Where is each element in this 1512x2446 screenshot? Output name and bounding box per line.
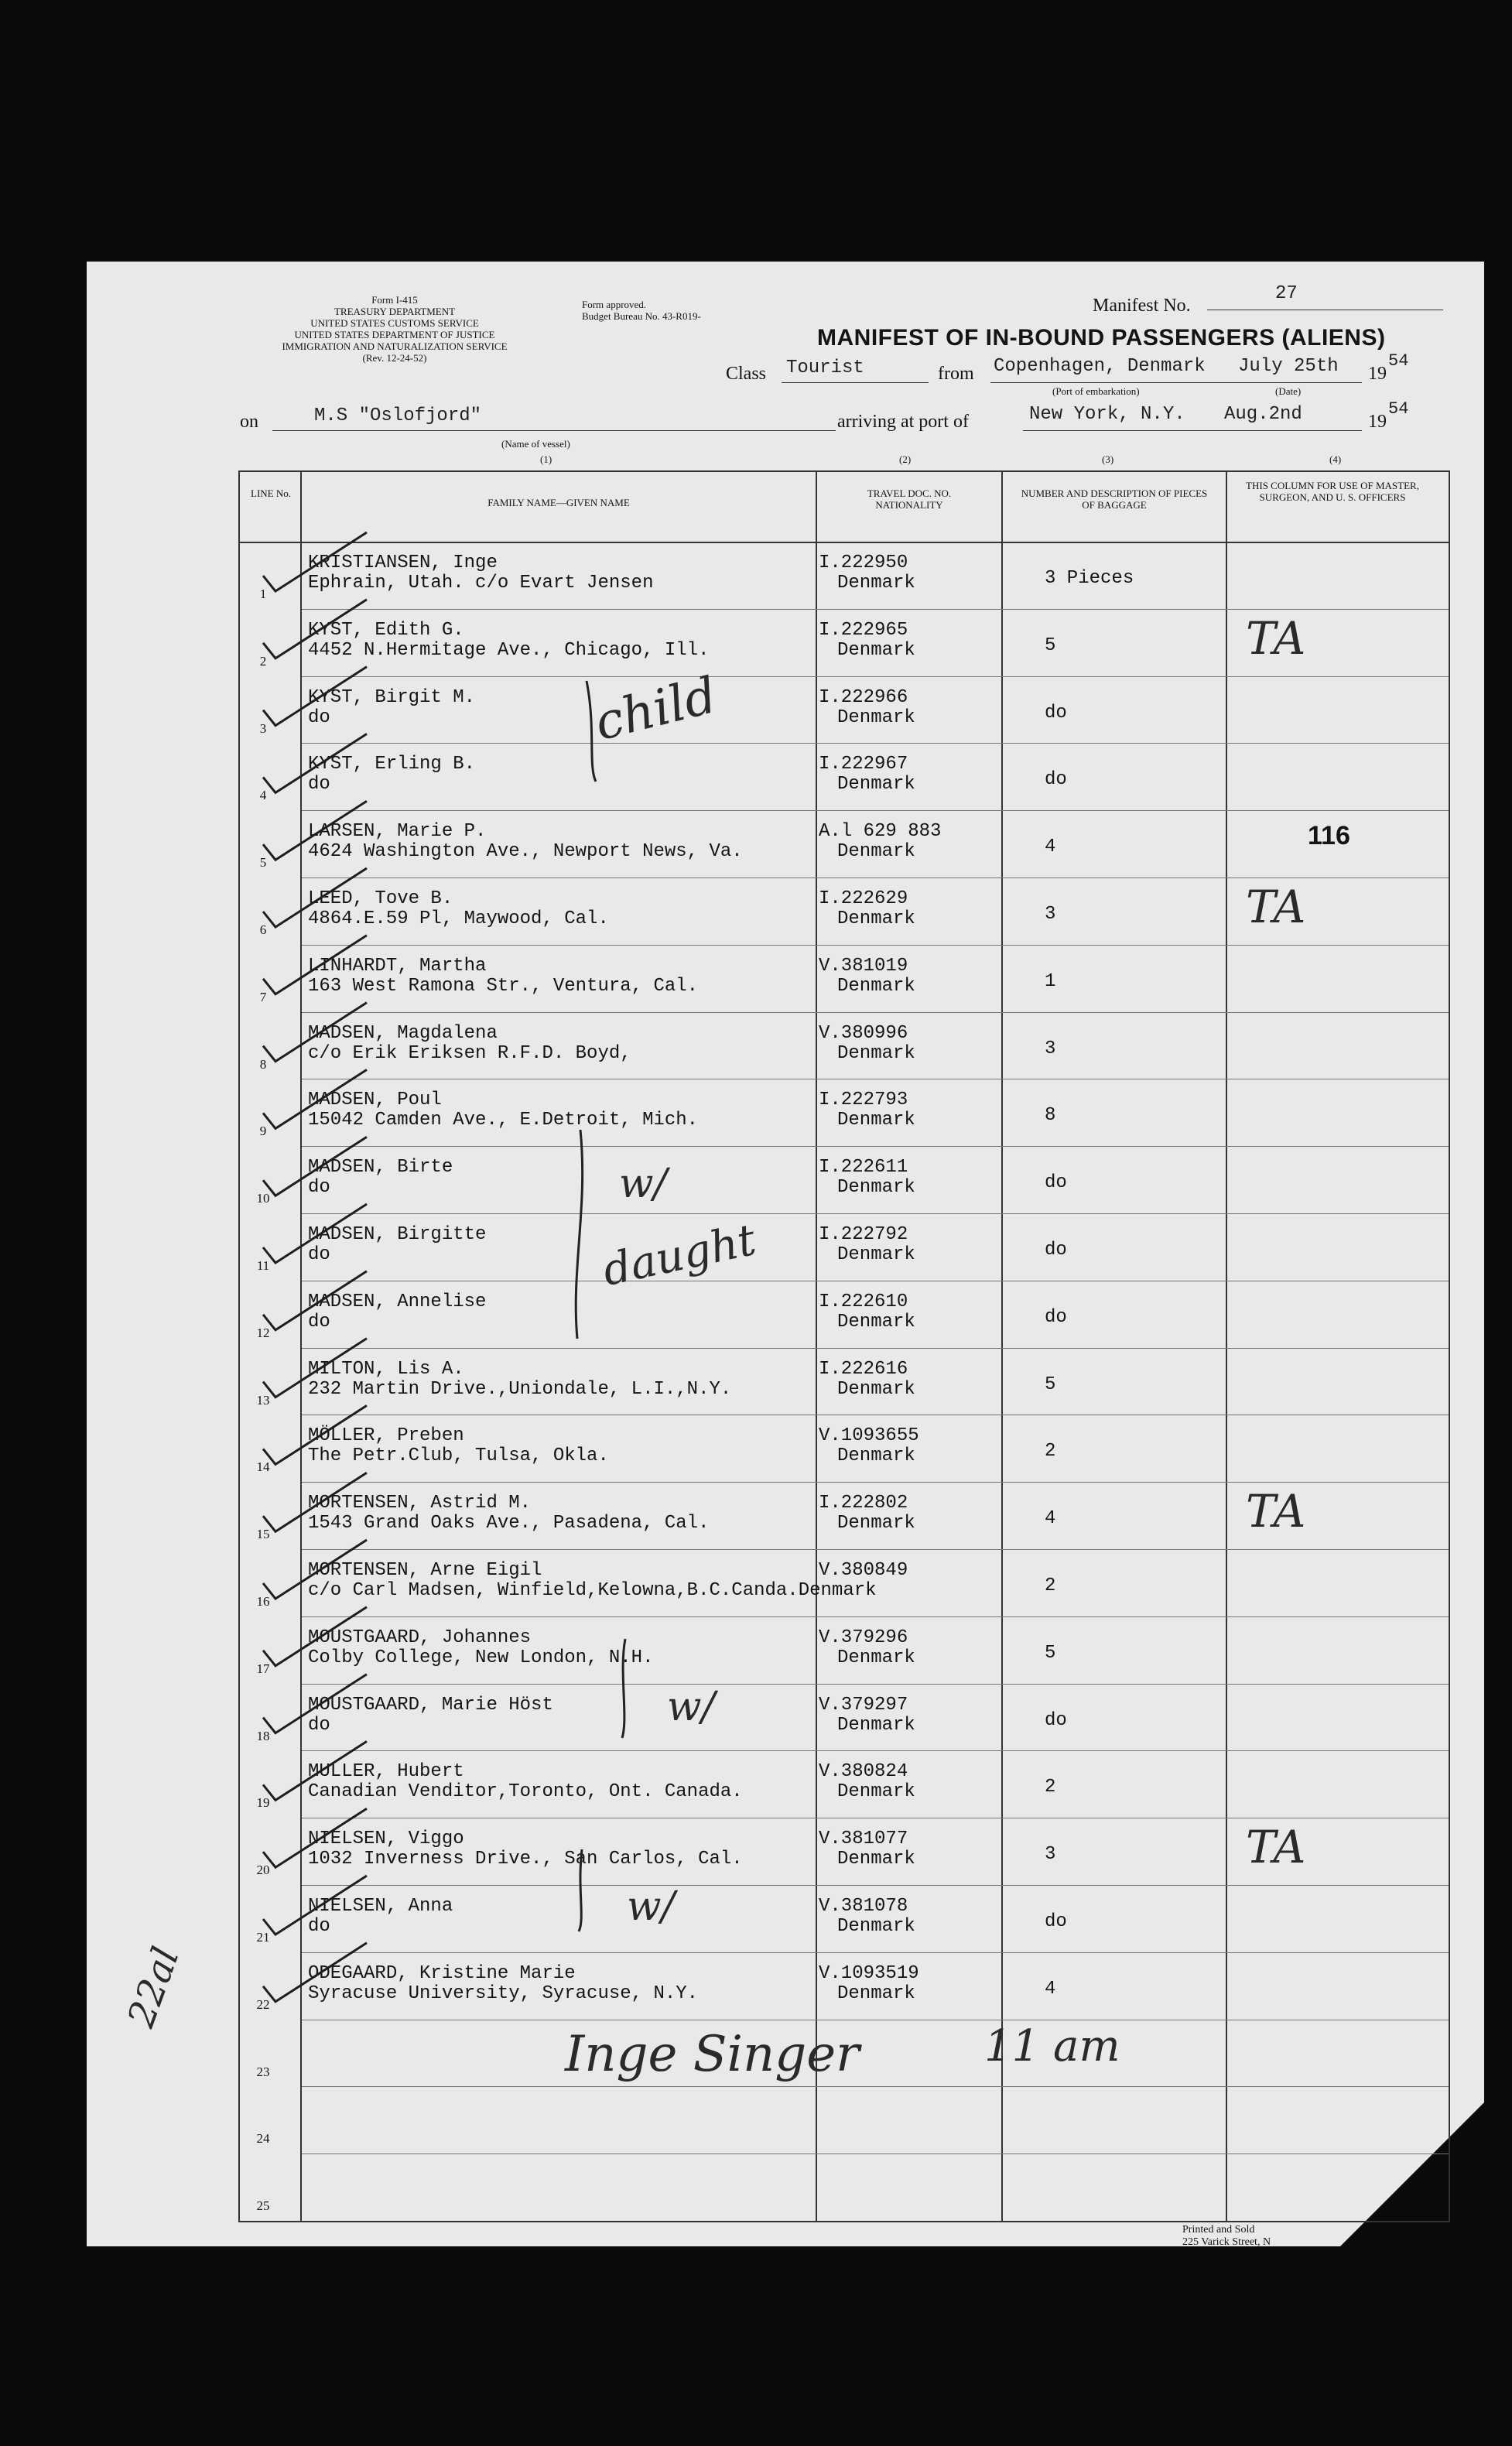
table-row (240, 1012, 1449, 1079)
passenger-address: 15042 Camden Ave., E.Detroit, Mich. (308, 1110, 699, 1131)
row-divider (302, 810, 1449, 811)
line-number: 1 (259, 587, 267, 601)
passenger-name: NIELSEN, Viggo (308, 1829, 464, 1850)
travel-doc-number: V.380824 (819, 1761, 908, 1783)
nationality: Denmark (837, 1177, 915, 1199)
class-value: Tourist (786, 357, 864, 378)
handwritten-daughter: daught (598, 1214, 761, 1297)
row-divider (302, 609, 1449, 610)
nationality: Denmark (837, 1714, 915, 1736)
travel-doc-number: V.380996 (819, 1022, 908, 1044)
row-divider (302, 1549, 1449, 1550)
baggage-pieces: 2 (1045, 1777, 1056, 1798)
class-label: Class (726, 364, 767, 384)
table-row (240, 609, 1449, 676)
line-number: 20 (256, 1863, 270, 1878)
manifest-number: 27 (1275, 283, 1298, 304)
passenger-name: MORTENSEN, Arne Eigil (308, 1560, 542, 1581)
baggage-pieces: do (1045, 1240, 1067, 1261)
nationality: Denmark (837, 1042, 915, 1064)
year-suffix: 54 (1388, 351, 1409, 371)
row-divider (302, 1885, 1449, 1886)
nationality: Denmark (837, 1244, 915, 1265)
passenger-name: MULLER, Hubert (308, 1761, 464, 1783)
officer-initials: TA (1246, 1821, 1306, 1874)
table-row (240, 542, 1449, 609)
passenger-name: NIELSEN, Anna (308, 1896, 453, 1917)
passenger-address: 4452 N.Hermitage Ave., Chicago, Ill. (308, 639, 710, 661)
on-label: on (240, 412, 258, 432)
passenger-name: ODEGAARD, Kristine Marie (308, 1962, 576, 1984)
nationality: Denmark (837, 1110, 915, 1131)
table-row (240, 877, 1449, 945)
arrival-line (1023, 430, 1362, 431)
column-number-4: (4) (1329, 453, 1342, 465)
passenger-name: MÖLLER, Preben (308, 1425, 464, 1447)
naturalization-service: IMMIGRATION AND NATURALIZATION SERVICE (282, 340, 508, 352)
customs-service: UNITED STATES CUSTOMS SERVICE (310, 317, 479, 329)
travel-doc-number: I.222966 (819, 686, 908, 708)
travel-doc-number: V.381078 (819, 1896, 908, 1917)
passenger-name: LINHARDT, Martha (308, 955, 487, 977)
passenger-address: c/o Erik Eriksen R.F.D. Boyd, (308, 1042, 631, 1064)
row-divider (302, 877, 1449, 878)
page-title: MANIFEST OF IN-BOUND PASSENGERS (ALIENS) (817, 325, 1386, 351)
travel-doc-number: I.222616 (819, 1358, 908, 1380)
passenger-name: MOUSTGAARD, Johannes (308, 1627, 532, 1648)
row-divider (302, 1482, 1449, 1483)
row-divider (302, 1348, 1449, 1349)
row-divider (302, 1952, 1449, 1953)
manifest-no-label: Manifest No. (1093, 296, 1191, 316)
baggage-pieces: do (1045, 1172, 1067, 1194)
nationality: Denmark (837, 975, 915, 997)
table-row (240, 1281, 1449, 1348)
passenger-name: MADSEN, Magdalena (308, 1022, 498, 1044)
passenger-name: MOUSTGAARD, Marie Höst (308, 1694, 553, 1716)
baggage-pieces: 5 (1045, 1374, 1056, 1395)
line-number: 7 (259, 989, 267, 1004)
passenger-address: do (308, 706, 330, 728)
table-row (240, 810, 1449, 877)
baggage-pieces: 4 (1045, 1508, 1056, 1530)
baggage-pieces: do (1045, 1709, 1067, 1731)
row-divider (302, 1146, 1449, 1147)
date-caption: (Date) (1275, 385, 1302, 397)
passenger-table (238, 470, 1450, 2222)
nationality: Denmark (837, 908, 915, 929)
treasury-department: TREASURY DEPARTMENT (334, 306, 456, 317)
table-row (240, 1750, 1449, 1818)
officer-notation: 116 (1308, 821, 1350, 851)
passenger-name: LEED, Tove B. (308, 888, 453, 909)
handwritten-wife-3: w/ (627, 1883, 676, 1930)
passenger-address: 4624 Washington Ave., Newport News, Va. (308, 841, 743, 863)
travel-doc-number: I.222802 (819, 1493, 908, 1514)
travel-doc-number: V.380849 (819, 1560, 908, 1581)
passenger-name: MADSEN, Poul (308, 1090, 442, 1111)
passenger-address: do (308, 1244, 330, 1265)
header-travel-doc: TRAVEL DOC. NO. NATIONALITY (867, 487, 952, 511)
passenger-address: do (308, 1311, 330, 1332)
travel-doc-number: I.222629 (819, 888, 908, 909)
table-row (240, 1616, 1449, 1684)
handwritten-child: child (589, 666, 723, 753)
passenger-address: do (308, 1714, 330, 1736)
passenger-address: do (308, 774, 330, 795)
port-of-embarkation: Copenhagen, Denmark (994, 356, 1206, 377)
passenger-name: MADSEN, Annelise (308, 1291, 487, 1312)
passenger-name: MADSEN, Birgitte (308, 1224, 487, 1245)
baggage-pieces: do (1045, 702, 1067, 724)
officer-initials: TA (1246, 881, 1306, 933)
baggage-pieces: 5 (1045, 635, 1056, 656)
port-caption: (Port of embarkation) (1052, 385, 1140, 397)
line-number: 5 (259, 855, 267, 871)
travel-doc-number: I.222610 (819, 1291, 908, 1312)
passenger-address: Canadian Venditor,Toronto, Ont. Canada. (308, 1781, 743, 1803)
travel-doc-number: I.222792 (819, 1224, 908, 1245)
form-approval (582, 299, 701, 322)
form-number: Form I-415 (371, 294, 418, 306)
vessel-name: M.S "Oslofjord" (314, 405, 482, 426)
table-row (240, 1684, 1449, 1751)
nationality: Denmark (837, 774, 915, 795)
nationality: Denmark (837, 1849, 915, 1870)
baggage-pieces: 2 (1045, 1441, 1056, 1462)
row-divider (302, 1616, 1449, 1617)
line-number: 4 (259, 788, 267, 803)
baggage-pieces: 3 (1045, 1038, 1056, 1059)
travel-doc-number: V.379297 (819, 1694, 908, 1716)
column-number-2: (2) (899, 453, 912, 465)
line-number: 14 (256, 1459, 270, 1475)
line-number: 3 (259, 720, 267, 736)
passenger-name: KRISTIANSEN, Inge (308, 552, 498, 573)
table-row (240, 1213, 1449, 1281)
line-number: 25 (256, 2198, 270, 2214)
line-number: 8 (259, 1056, 267, 1072)
travel-doc-number: I.222967 (819, 754, 908, 775)
row-divider (302, 743, 1449, 744)
table-row (240, 1952, 1449, 2020)
vessel-caption: (Name of vessel) (501, 438, 570, 450)
year-prefix: 19 (1368, 364, 1387, 384)
row-divider (302, 1012, 1449, 1013)
row-divider (302, 676, 1449, 677)
line-number: 18 (256, 1728, 270, 1743)
table-row (240, 676, 1449, 744)
header-officers: THIS COLUMN FOR USE OF MASTER, SURGEON, AND U. S. OFFICERS (1246, 480, 1419, 503)
table-row (240, 1818, 1449, 1885)
line-number: 23 (256, 2064, 270, 2079)
passenger-name: LARSEN, Marie P. (308, 821, 487, 843)
arrival-year-prefix: 19 (1368, 412, 1387, 432)
travel-doc-number: I.222965 (819, 619, 908, 641)
travel-doc-number: V.1093519 (819, 1962, 919, 1984)
budget-bureau: Budget Bureau No. 43-R019- (582, 310, 701, 322)
row-divider (302, 945, 1449, 946)
line-number: 21 (256, 1930, 270, 1945)
table-row (240, 1348, 1449, 1415)
passenger-name: KYST, Erling B. (308, 754, 476, 775)
table-row (240, 1885, 1449, 1952)
nationality: Denmark (837, 706, 915, 728)
baggage-pieces: 3 Pieces (1045, 568, 1134, 589)
travel-doc-number: I.222950 (819, 552, 908, 573)
table-row (240, 2086, 1449, 2154)
travel-doc-number: I.222611 (819, 1157, 908, 1179)
nationality: Denmark (837, 841, 915, 863)
from-label: from (938, 364, 974, 384)
baggage-pieces: 1 (1045, 970, 1056, 992)
line-number: 9 (259, 1124, 267, 1139)
passenger-name: MORTENSEN, Astrid M. (308, 1493, 532, 1514)
passenger-address: 232 Martin Drive.,Uniondale, L.I.,N.Y. (308, 1378, 732, 1400)
baggage-pieces: 3 (1045, 904, 1056, 925)
header-line-no: LINE No. (251, 487, 291, 499)
passenger-address: 163 West Ramona Str., Ventura, Cal. (308, 975, 699, 997)
line-number: 19 (256, 1795, 270, 1811)
nationality: Denmark (837, 1378, 915, 1400)
travel-doc-number: V.381019 (819, 955, 908, 977)
passenger-address: do (308, 1177, 330, 1199)
header-family-name: FAMILY NAME—GIVEN NAME (487, 497, 630, 508)
passenger-address: Syracuse University, Syracuse, N.Y. (308, 1982, 699, 2004)
margin-note: 22al (119, 1941, 188, 2033)
passenger-address: c/o Carl Madsen, Winfield,Kelowna,B.C.Canda.Denmark (308, 1580, 877, 1601)
baggage-pieces: 3 (1045, 1844, 1056, 1866)
passenger-address: The Petr.Club, Tulsa, Okla. (308, 1445, 609, 1467)
travel-doc-number: V.1093655 (819, 1425, 919, 1447)
row-divider (302, 1684, 1449, 1685)
from-line (990, 382, 1362, 383)
line-number: 17 (256, 1661, 270, 1676)
nationality: Denmark (837, 1445, 915, 1467)
revision-date: (Rev. 12-24-52) (362, 352, 427, 364)
line-number: 22 (256, 1996, 270, 2012)
handwritten-wife-1: w/ (619, 1161, 668, 1207)
arrival-date: Aug.2nd (1224, 404, 1302, 425)
nationality: Denmark (837, 1513, 915, 1534)
column-number-3: (3) (1102, 453, 1114, 465)
table-row (240, 1146, 1449, 1213)
line-number: 2 (259, 653, 267, 669)
justice-department: UNITED STATES DEPARTMENT OF JUSTICE (294, 329, 495, 340)
line-number: 12 (256, 1325, 270, 1340)
line-number: 10 (256, 1191, 270, 1206)
row-divider (302, 2086, 1449, 2087)
passenger-name: KYST, Birgit M. (308, 686, 476, 708)
table-row (240, 945, 1449, 1012)
baggage-pieces: 2 (1045, 1575, 1056, 1596)
arrival-port: New York, N.Y. (1029, 404, 1185, 425)
passenger-name: KYST, Edith G. (308, 619, 464, 641)
column-number-1: (1) (540, 453, 552, 465)
handwritten-wife-2: w/ (667, 1684, 716, 1730)
line-number: 11 (256, 1258, 270, 1273)
form-approved: Form approved. (582, 299, 647, 310)
table-row (240, 1549, 1449, 1616)
table-row (240, 1079, 1449, 1146)
printer-imprint (1182, 2224, 1271, 2249)
table-row (240, 2154, 1449, 2221)
signature-time: 11 am (984, 2021, 1120, 2071)
officer-initials: TA (1246, 1485, 1306, 1538)
printer-line-1: Printed and Sold (1182, 2224, 1255, 2236)
baggage-pieces: do (1045, 1911, 1067, 1932)
nationality: Denmark (837, 639, 915, 661)
passenger-address: Colby College, New London, N.H. (308, 1647, 654, 1668)
header-baggage: NUMBER AND DESCRIPTION OF PIECES OF BAGGAGE (1021, 487, 1208, 511)
travel-doc-number: I.222793 (819, 1090, 908, 1111)
row-divider (302, 1213, 1449, 1214)
passenger-address: 4864.E.59 Pl, Maywood, Cal. (308, 908, 609, 929)
embarkation-date: July 25th (1238, 356, 1339, 377)
nationality: Denmark (837, 1781, 915, 1803)
passenger-signature: Inge Singer (565, 2026, 860, 2083)
printer-line-2: 225 Varick Street, N (1182, 2236, 1271, 2248)
baggage-pieces: 5 (1045, 1642, 1056, 1664)
travel-doc-number: V.381077 (819, 1829, 908, 1850)
line-number: 16 (256, 1594, 270, 1609)
nationality: Denmark (837, 1647, 915, 1668)
passenger-address: Ephrain, Utah. c/o Evart Jensen (308, 573, 654, 594)
passenger-address: do (308, 1916, 330, 1937)
arrival-year-suffix: 54 (1388, 399, 1409, 419)
nationality: Denmark (837, 1311, 915, 1332)
baggage-pieces: do (1045, 1306, 1067, 1328)
line-number: 6 (259, 922, 267, 937)
nationality: Denmark (837, 1916, 915, 1937)
baggage-pieces: 4 (1045, 836, 1056, 858)
line-number: 13 (256, 1392, 270, 1408)
passenger-address: 1543 Grand Oaks Ave., Pasadena, Cal. (308, 1513, 710, 1534)
line-number: 15 (256, 1527, 270, 1542)
nationality: Denmark (837, 573, 915, 594)
table-row (240, 1415, 1449, 1482)
baggage-pieces: do (1045, 769, 1067, 791)
baggage-pieces: 4 (1045, 1978, 1056, 2000)
nationality: Denmark (837, 1982, 915, 2004)
passenger-name: MADSEN, Birte (308, 1157, 453, 1179)
arriving-label: arriving at port of (837, 412, 969, 432)
vessel-line (272, 430, 836, 431)
travel-doc-number: V.379296 (819, 1627, 908, 1648)
travel-doc-number: A.l 629 883 (819, 821, 942, 843)
class-line (782, 382, 929, 383)
form-identification (232, 294, 557, 364)
passenger-address: 1032 Inverness Drive., San Carlos, Cal. (308, 1849, 743, 1870)
line-number: 24 (256, 2131, 270, 2147)
row-divider (302, 1750, 1449, 1751)
table-row (240, 1482, 1449, 1549)
table-row (240, 743, 1449, 810)
passenger-name: MILTON, Lis A. (308, 1358, 464, 1380)
officer-initials: TA (1246, 611, 1306, 665)
baggage-pieces: 8 (1045, 1105, 1056, 1127)
